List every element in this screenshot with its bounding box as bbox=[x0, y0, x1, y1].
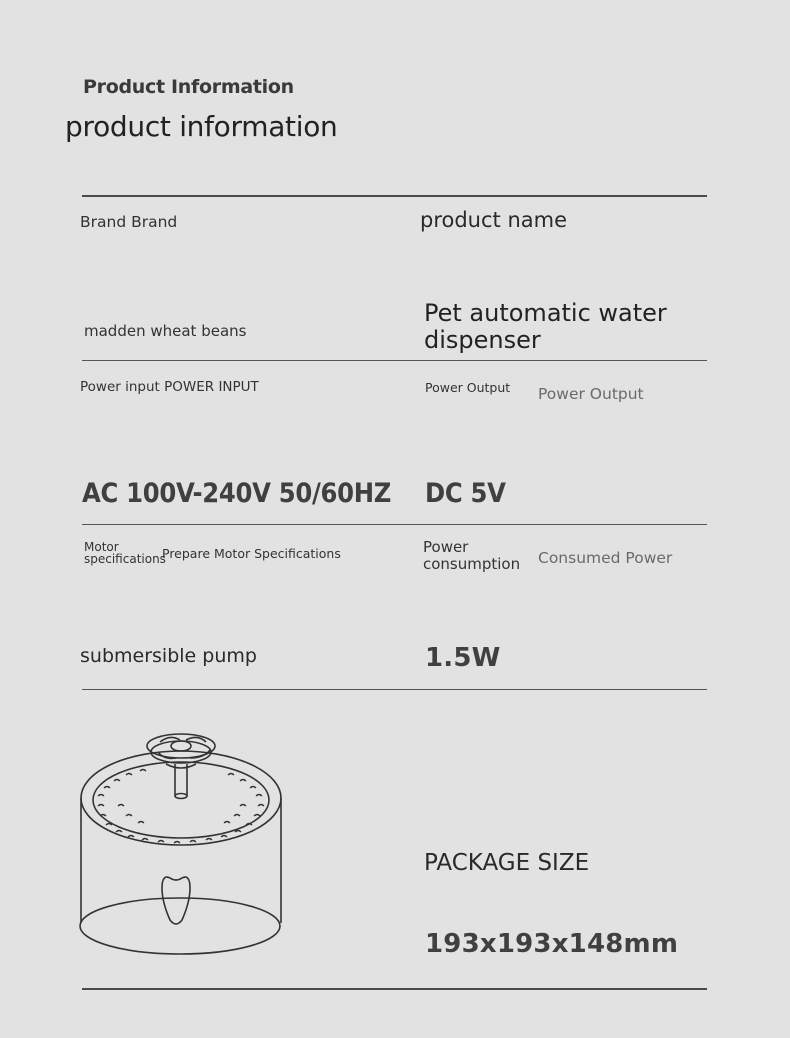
motor-label-en: Prepare Motor Specifications bbox=[162, 546, 341, 561]
consumption-value: 1.5W bbox=[425, 643, 501, 673]
divider bbox=[82, 360, 707, 361]
motor-label-line1: Motor bbox=[84, 540, 119, 554]
section-subtitle: product information bbox=[65, 110, 338, 143]
power-input-label: Power input POWER INPUT bbox=[80, 379, 259, 395]
divider bbox=[82, 195, 707, 197]
power-output-label-gray: Power Output bbox=[538, 385, 644, 403]
divider bbox=[82, 689, 707, 690]
motor-label-line2: specifications bbox=[84, 552, 166, 566]
motor-value: submersible pump bbox=[80, 645, 257, 667]
section-title: Product Information bbox=[83, 76, 294, 98]
pet-water-fountain-icon bbox=[78, 728, 286, 960]
brand-label: Brand Brand bbox=[80, 213, 178, 231]
package-size-label: PACKAGE SIZE bbox=[424, 850, 590, 876]
product-name-label: product name bbox=[420, 208, 567, 232]
divider bbox=[82, 524, 707, 525]
power-output-label: Power Output bbox=[425, 380, 511, 395]
brand-value: madden wheat beans bbox=[84, 322, 247, 340]
consumption-label-gray: Consumed Power bbox=[538, 549, 673, 567]
power-output-value: DC 5V bbox=[425, 478, 506, 509]
power-input-value: AC 100V-240V 50/60HZ bbox=[82, 478, 392, 509]
consumption-label: Power consumption bbox=[423, 538, 521, 573]
package-size-value: 193x193x148mm bbox=[425, 929, 679, 959]
product-name-value: Pet automatic water dispenser bbox=[424, 299, 667, 354]
divider bbox=[82, 988, 707, 990]
